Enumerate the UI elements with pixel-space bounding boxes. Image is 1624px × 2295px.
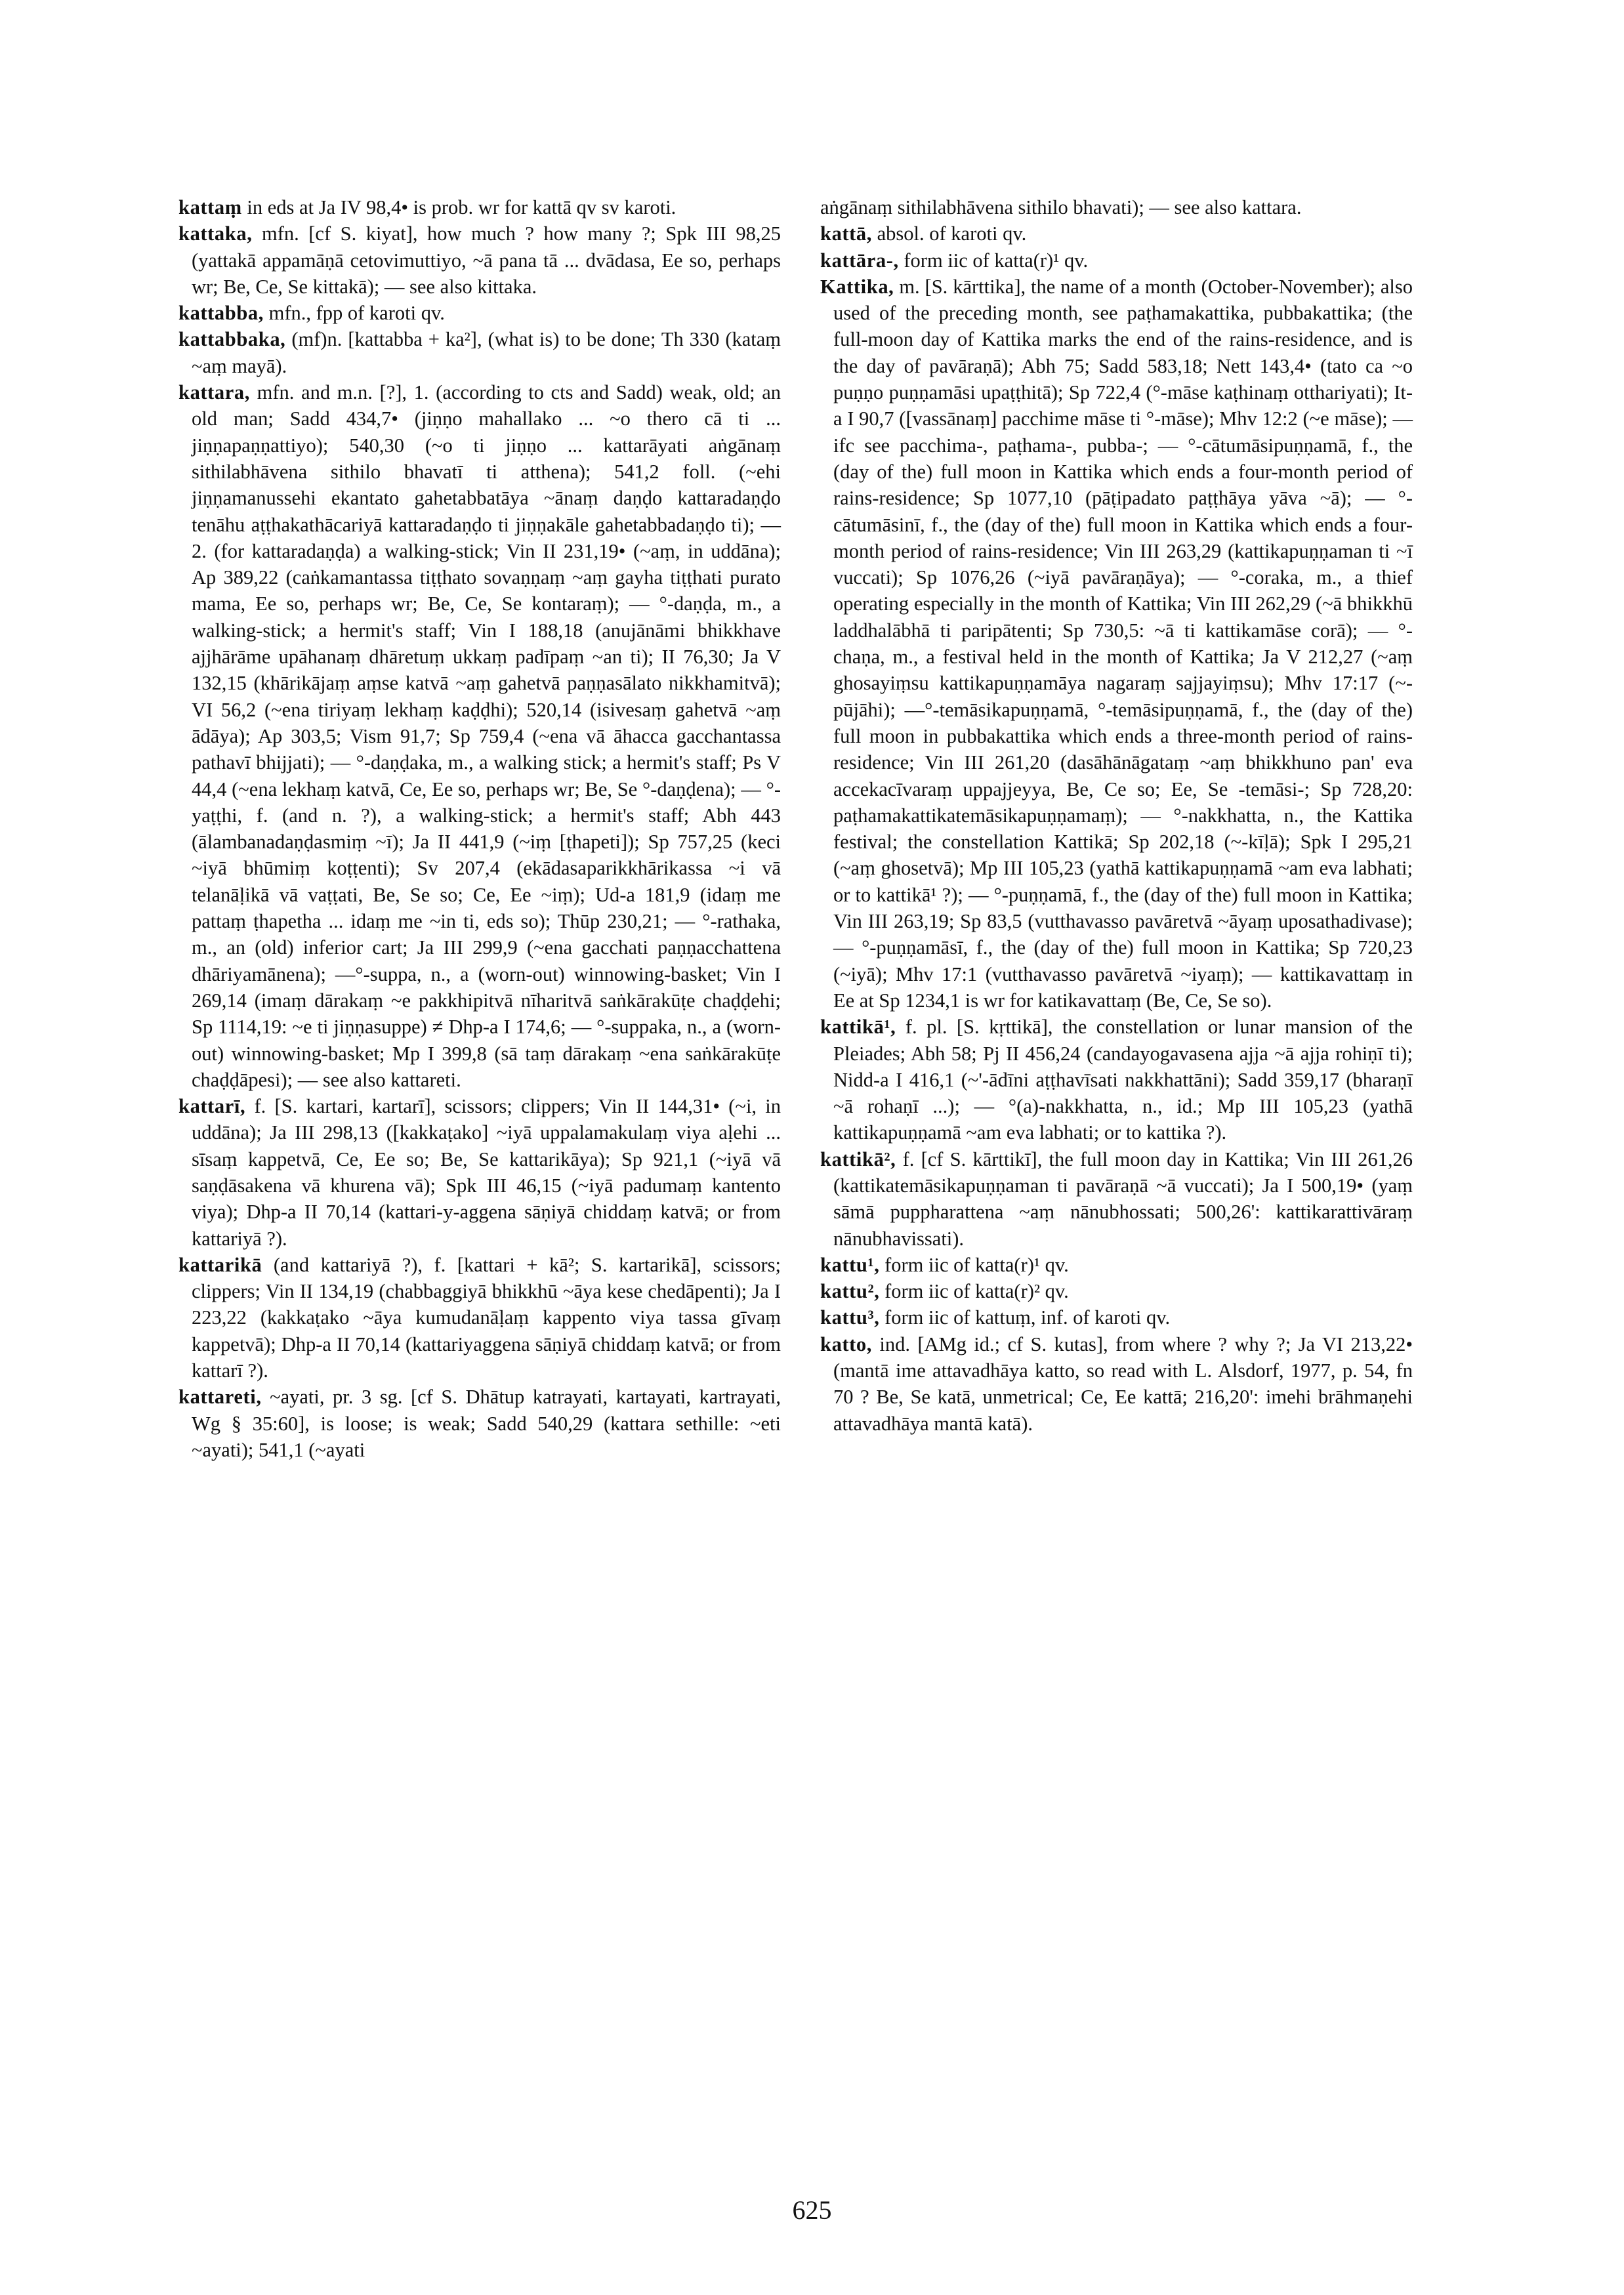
entry-headword: kattikā², [820, 1148, 896, 1170]
dictionary-entry [178, 1093, 781, 1252]
entry-headword: kattu³, [820, 1306, 880, 1329]
entry-headword: kattarikā [178, 1253, 262, 1276]
entry-text: form iic of katta(r)¹ qv. [885, 1253, 1069, 1276]
dictionary-entry [178, 300, 781, 326]
dictionary-entry [178, 194, 781, 220]
entry-text: form iic of kattuṃ, inf. of karoti qv. [885, 1306, 1171, 1329]
dictionary-entry [820, 1014, 1413, 1146]
entry-text: absol. of karoti qv. [877, 222, 1027, 245]
dictionary-entry [178, 1384, 781, 1463]
dictionary-entry-continued [820, 194, 1413, 220]
entry-text: in eds at Ja IV 98,4• is prob. wr for kattā qv sv karoti. [247, 196, 677, 218]
entry-text: form iic of katta(r)² qv. [885, 1280, 1069, 1303]
dictionary-entry [820, 247, 1413, 274]
entry-text: f. pl. [S. kṛttikā], the constellation or lunar mansion of the Pleiades; Abh 58; Pj II 456,24 (candayogavasena ajja ~ā ajja rohiṇī ti); Nidd-a I 416,1 (~'-ādīni aṭṭhavīsati nakkhattāni); Sadd 359,17 (bharaṇī ~ā rohaṇī ...); — °(a)-nakkhatta, n., id.; Mp III 105,23 (yathā kattikapuṇṇamā ~am eva labhati; or to kattika ?). [833, 1016, 1413, 1144]
entry-text: (mf)n. [kattabba + ka²], (what is) to be done; Th 330 (kataṃ ~aṃ mayā). [192, 328, 781, 377]
entry-text: (and kattariyā ?), f. [kattari + kā²; S. kartarikā], scissors; clippers; Vin II 134,19 (chabbaggiyā bhikkhū ~āya kese chedāpenti); Ja I 223,22 (kakkaṭako ~āya kumudanāḷaṃ kappento viya tassa gīvaṃ kappetvā); Dhp-a II 70,14 (kattariyaggena sāṇiyā chiddaṃ katvā; or from kattarī ?). [192, 1253, 781, 1382]
dictionary-entry [178, 220, 781, 300]
entry-text: f. [cf S. kārttikī], the full moon day in Kattika; Vin III 261,26 (kattikatemāsikapuṇṇaman ti pavāraṇā ~ā vuccati); Ja I 500,19• (yaṃ sāmā puppharattena ~aṃ nānubhossati; 500,26': kattikarattivāraṃ nānubhavissati). [833, 1148, 1413, 1250]
entry-headword: kattaka, [178, 222, 253, 245]
entry-headword: kattu², [820, 1280, 880, 1303]
entry-headword: Kattika, [820, 275, 894, 298]
dictionary-entry [820, 274, 1413, 1014]
dictionary-entry [178, 379, 781, 1093]
entry-headword: kattara, [178, 381, 250, 404]
dictionary-entry [820, 220, 1413, 247]
entry-text: ind. [AMg id.; cf S. kutas], from where ? why ?; Ja VI 213,22• (mantā ime attavadhāya katto, so read with L. Alsdorf, 1977, p. 54, fn 70 ? Be, Se katā, unmetrical; Ce, Ee kattā; 216,20': imehi brāhmaṇehi attavadhāya mantā katā). [833, 1333, 1413, 1435]
entry-text: mfn. and m.n. [?], 1. (according to cts and Sadd) weak, old; an old man; Sadd 434,7• (jiṇṇo mahallako ... ~o thero cā ti ... jiṇṇapaṇṇattiyo); 540,30 (~o ti jiṇṇo ... kattarāyati aṅgānaṃ sithilabhāvena sithilo bhavatī ti atthena); 541,2 foll. (~ehi jiṇṇamanussehi ekantato gahetabbatāya ~ānaṃ daṇḍo kattaradaṇḍo tenāhu aṭṭhakathācariyā kattaradaṇḍo ti jiṇṇakāle gahetabbadaṇḍo ti); — 2. (for kattaradaṇḍa) a walking-stick; Vin II 231,19• (~aṃ, in uddāna); Ap 389,22 (caṅkamantassa tiṭṭhato sovaṇṇaṃ ~aṃ gayha tiṭṭhati purato mama, Ee so, perhaps wr; Be, Ce, Se kontaraṃ); — °-daṇḍa, m., a walking-stick; a hermit's staff; Vin I 188,18 (anujānāmi bhikkhave ajjhārāme upāhanaṃ dhāretuṃ ukkaṃ padīpaṃ ~an ti); II 76,30; Ja V 132,15 (khārikājaṃ aṃse katvā ~aṃ gahetvā paṇṇasālato nikkhamitvā); VI 56,2 (~ena tiriyaṃ lekhaṃ kaḍḍhi); 520,14 (isivesaṃ gahetvā ~aṃ ādāya); Ap 303,5; Vism 91,7; Sp 759,4 (~ena vā āhacca gacchantassa pathavī bhijjati); — °-daṇḍaka, m., a walking stick; a hermit's staff; Ps V 44,4 (~ena lekhaṃ katvā, Ce, Ee so, perhaps wr; Be, Se °-daṇḍena); — °-yaṭṭhi, f. (and n. ?), a walking-stick; a hermit's staff; Abh 443 (ālambanadaṇḍasmiṃ ~ī); Ja II 441,9 (~iṃ [ṭhapeti]); Sp 757,25 (keci ~iyā bhūmiṃ koṭṭenti); Sv 207,4 (ekādasaparikkhārikassa ~i vā telanāḷikā vā vaṭṭati, Be, Se so; Ce, Ee ~iṃ); Ud-a 181,9 (idaṃ me pattaṃ ṭhapetha ... idaṃ me ~in ti, eds so); Thūp 230,21; — °-rathaka, m., an (old) inferior cart; Ja III 299,9 (~ena gacchati paṇṇacchattena dhāriyamānena); —°-suppa, n., a (worn-out) winnowing-basket; Vin I 269,14 (imaṃ dārakaṃ ~e pakkhipitvā nīharitvā saṅkārakūṭe chaḍḍehi; Sp 1114,19: ~e ti jiṇṇasuppe) ≠ Dhp-a I 174,6; — °-suppaka, n., a (worn-out) winnowing-basket; Mp I 399,8 (sā taṃ dārakaṃ ~ena saṅkārakūṭe chaḍḍāpesi); — see also kattareti. [192, 381, 781, 1091]
dictionary-entry [820, 1278, 1413, 1304]
entry-text: m. [S. kārttika], the name of a month (October-November); also used of the preceding month, see paṭhamakattika, pubbakattika; (the full-moon day of Kattika marks the end of the rains-residence, and is the day of pavāraṇā); Abh 75; Sadd 583,18; Nett 143,4• (tato ca ~o puṇṇo puṇṇamāsi upaṭṭhitā); Sp 722,4 (°-māse kaṭhinaṃ otthariyati); It-a I 90,7 ([vassānaṃ] pacchime māse ti °-māse); Mhv 12:2 (~e māse); — ifc see pacchima-, paṭhama-, pubba-; — °-cātumāsipuṇṇamā, f., the (day of the) full moon in Kattika which ends a four-month period of rains-residence; Sp 1077,10 (pāṭipadato paṭṭhāya yāva ~ā); — °-cātumāsinī, f., the (day of the) full moon in Kattika which ends a four-month period of rains-residence; Vin III 263,29 (kattikapuṇṇaman ti ~ī vuccati); Sp 1076,26 (~iyā pavāraṇāya); — °-coraka, m., a thief operating especially in the month of Kattika; Vin III 262,29 (~ā bhikkhū laddhalābhā ti paripātenti; Sp 730,5: ~ā ti kattikamāse corā); — °-chaṇa, m., a festival held in the month of Kattika; Ja V 212,27 (~aṃ ghosayiṃsu kattikapuṇṇamāya nagaraṃ sajjayiṃsu); Mhv 17:17 (~-pūjāhi); —°-temāsikapuṇṇamā, °-temāsipuṇṇamā, f., the (day of the) full moon in pubbakattika which ends a three-month period of rains-residence; Vin III 261,20 (dasāhānāgataṃ ~aṃ bhikkhuno pan' eva accekacīvaraṃ uppajjeyya, Be, Ce so; Ee, Se -temāsi-; Sp 728,20: paṭhamakattikatemāsikapuṇṇamaṃ); — °-nakkhatta, n., the Kattika festival; the constellation Kattikā; Sp 202,18 (~-kīḷā); Spk I 295,21 (~aṃ ghosetvā); Mp III 105,23 (yathā kattikapuṇṇamā ~am eva labhati; or to kattikā¹ ?); — °-puṇṇamā, f., the (day of the) full moon in Kattika; Vin III 263,19; Sp 83,5 (vutthavasso pavāretvā ~āyaṃ uposathadivase); — °-puṇṇamāsī, f., the (day of the) full moon in Kattika; Sp 720,23 (~iyā); Mhv 17:1 (vutthavasso pavāretvā ~iyaṃ); — kattikavattaṃ in Ee at Sp 1234,1 is wr for katikavattaṃ (Be, Ce, Se so). [833, 275, 1413, 1012]
entry-text: mfn., fpp of karoti qv. [268, 302, 445, 325]
dictionary-entry [820, 1331, 1413, 1437]
dictionary-entry [820, 1252, 1413, 1278]
entry-text: ~ayati, pr. 3 sg. [cf S. Dhātup katrayati, kartayati, kartrayati, Wg § 35:60], is loose; is weak; Sadd 540,29 (kattara sethille: ~eti ~ayati); 541,1 (~ayati [192, 1386, 781, 1461]
entry-headword: katto, [820, 1333, 873, 1355]
dictionary-entry [820, 1304, 1413, 1331]
entry-headword: kattareti, [178, 1386, 262, 1409]
entry-text: aṅgānaṃ sithilabhāvena sithilo bhavati); — see also kattara. [820, 196, 1302, 218]
entry-headword: kattā, [820, 222, 873, 245]
dictionary-entry [178, 1252, 781, 1384]
dictionary-entry [820, 1146, 1413, 1252]
entry-headword: kattikā¹, [820, 1016, 896, 1039]
entry-headword: kattāra-, [820, 249, 899, 272]
entry-headword: kattabbaka, [178, 328, 286, 351]
entry-text: mfn. [cf S. kiyat], how much ? how many ?; Spk III 98,25 (yattakā appamāṇā cetovimuttiyo, ~ā pana tā ... dvādasa, Ee so, perhaps wr; Be, Ce, Se kittakā); — see also kittaka. [192, 222, 781, 298]
entry-text: form iic of katta(r)¹ qv. [904, 249, 1089, 272]
page-number: 625 [792, 2195, 832, 2225]
left-column [178, 194, 781, 1463]
entry-headword: kattu¹, [820, 1253, 880, 1276]
entry-headword: kattarī, [178, 1095, 246, 1118]
dictionary-entry [178, 326, 781, 379]
entry-headword: kattaṃ [178, 196, 242, 218]
right-column [820, 194, 1413, 1437]
entry-text: f. [S. kartari, kartarī], scissors; clippers; Vin II 144,31• (~i, in uddāna); Ja III 298,13 ([kakkaṭako] ~iyā uppalamakulaṃ viya aḷehi ... sīsaṃ kappetvā, Ce, Ee so; Be, Se kattarikāya); Sp 921,1 (~iyā vā saṇḍāsakena vā khurena vā); Spk III 46,15 (~iyā padumaṃ kantento viya); Dhp-a II 70,14 (kattari-y-aggena sāṇiyā chiddaṃ katvā; or from kattariyā ?). [192, 1095, 781, 1250]
entry-headword: kattabba, [178, 302, 264, 325]
